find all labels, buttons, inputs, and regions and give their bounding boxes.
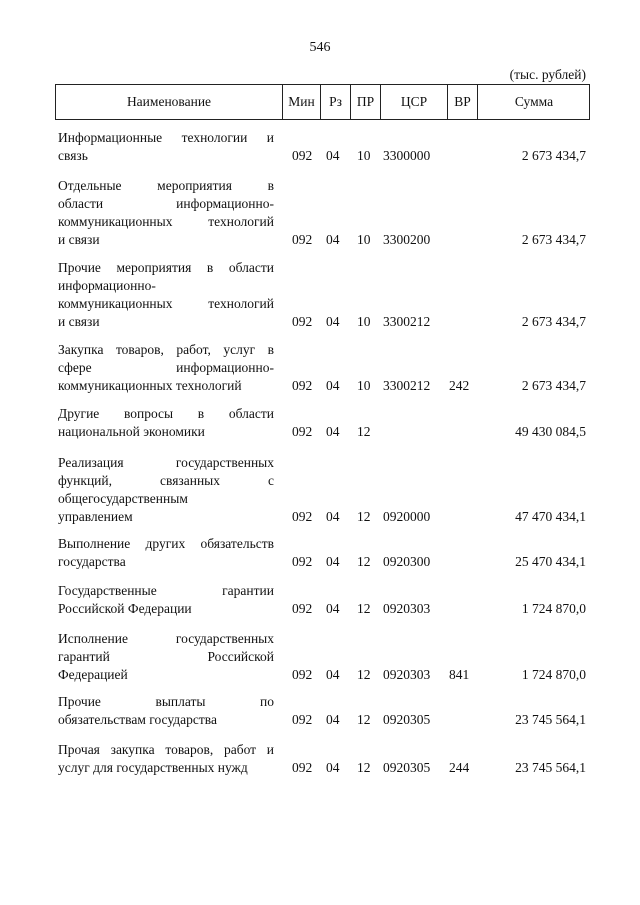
cell-rz: 04 — [326, 601, 340, 616]
cell-csr: 3300212 — [383, 314, 431, 329]
row-name — [58, 693, 274, 729]
cell-rz: 04 — [326, 378, 340, 393]
row-name — [58, 454, 274, 526]
units-label: (тыс. рублей) — [509, 67, 586, 82]
row-name-line: Закупка товаров, работ, услуг в — [58, 342, 274, 357]
cell-sum: 2 673 434,7 — [521, 378, 586, 393]
cell-sum: 2 673 434,7 — [521, 314, 586, 329]
page-number: 546 — [309, 40, 331, 55]
cell-rz: 04 — [326, 424, 340, 439]
row-name-line: управлением — [58, 509, 133, 524]
cell-sum: 1 724 870,0 — [521, 667, 586, 682]
cell-vr: 242 — [449, 378, 470, 393]
row-name-line: Информационные технологии и — [58, 130, 274, 145]
cell-rz: 04 — [326, 712, 340, 727]
row-name-line: Федерацией — [58, 667, 128, 682]
cell-csr: 0920000 — [383, 509, 431, 524]
cell-min: 092 — [292, 509, 313, 524]
cell-csr: 3300200 — [383, 232, 431, 247]
cell-pr: 10 — [357, 378, 371, 393]
header-min: Мин — [282, 85, 320, 119]
cell-csr: 0920303 — [383, 667, 431, 682]
cell-sum: 1 724 870,0 — [521, 601, 586, 616]
cell-pr: 12 — [357, 554, 371, 569]
row-name-line: функций, связанных с — [58, 473, 274, 488]
row-name-line: Реализация государственных — [58, 455, 274, 470]
row-name-line: Выполнение других обязательств — [58, 536, 274, 551]
cell-min: 092 — [292, 378, 313, 393]
header-vr: ВР — [447, 85, 477, 119]
cell-min: 092 — [292, 424, 313, 439]
cell-min: 092 — [292, 554, 313, 569]
row-name-line: сфере информационно- — [58, 360, 274, 375]
cell-rz: 04 — [326, 314, 340, 329]
cell-rz: 04 — [326, 554, 340, 569]
row-name — [58, 582, 274, 618]
row-name-line: обязательствам государства — [58, 712, 217, 727]
cell-min: 092 — [292, 314, 313, 329]
cell-sum: 49 430 084,5 — [515, 424, 586, 439]
row-name-line: Прочие выплаты по — [58, 694, 274, 709]
row-name-line: национальной экономики — [58, 424, 205, 439]
cell-pr: 12 — [357, 712, 371, 727]
row-name-line: Государственные гарантии — [58, 583, 274, 598]
cell-min: 092 — [292, 760, 313, 775]
row-name-line: общегосударственным — [58, 491, 188, 506]
cell-pr: 10 — [357, 232, 371, 247]
row-name — [58, 741, 274, 777]
cell-sum: 25 470 434,1 — [515, 554, 586, 569]
cell-pr: 12 — [357, 667, 371, 682]
cell-sum: 2 673 434,7 — [521, 148, 586, 163]
row-name-line: и связи — [58, 232, 100, 247]
cell-rz: 04 — [326, 760, 340, 775]
row-name-line: связь — [58, 148, 88, 163]
cell-min: 092 — [292, 232, 313, 247]
row-name — [58, 535, 274, 571]
cell-rz: 04 — [326, 232, 340, 247]
cell-min: 092 — [292, 601, 313, 616]
cell-sum: 23 745 564,1 — [515, 760, 586, 775]
row-name — [58, 630, 274, 684]
cell-sum: 47 470 434,1 — [515, 509, 586, 524]
row-name-line: и связи — [58, 314, 100, 329]
cell-vr: 244 — [449, 760, 470, 775]
row-name-line: коммуникационных технологий — [58, 378, 242, 393]
row-name-line: информационно- — [58, 278, 156, 293]
header-rz: Рз — [320, 85, 350, 119]
row-name — [58, 259, 274, 331]
cell-csr: 0920300 — [383, 554, 431, 569]
row-name-line: области информационно- — [58, 196, 274, 211]
table-header — [55, 84, 590, 120]
row-name-line: Прочие мероприятия в области — [58, 260, 274, 275]
row-name-line: коммуникационных технологий — [58, 296, 274, 311]
row-name-line: услуг для государственных нужд — [58, 760, 248, 775]
row-name-line: Прочая закупка товаров, работ и — [58, 742, 274, 757]
cell-pr: 10 — [357, 148, 371, 163]
row-name-line: Другие вопросы в области — [58, 406, 274, 421]
cell-csr: 0920305 — [383, 760, 431, 775]
cell-pr: 12 — [357, 424, 371, 439]
row-name — [58, 341, 274, 395]
cell-min: 092 — [292, 148, 313, 163]
cell-rz: 04 — [326, 509, 340, 524]
cell-pr: 12 — [357, 760, 371, 775]
cell-pr: 12 — [357, 601, 371, 616]
cell-pr: 12 — [357, 509, 371, 524]
row-name-line: государства — [58, 554, 126, 569]
cell-csr: 3300000 — [383, 148, 431, 163]
header-name: Наименование — [126, 94, 212, 109]
cell-sum: 2 673 434,7 — [521, 232, 586, 247]
row-name — [58, 405, 274, 441]
cell-pr: 10 — [357, 314, 371, 329]
cell-csr: 0920303 — [383, 601, 431, 616]
row-name-line: гарантий Российской — [58, 649, 274, 664]
row-name — [58, 129, 274, 165]
cell-csr: 0920305 — [383, 712, 431, 727]
header-sum: Сумма — [477, 85, 590, 119]
cell-min: 092 — [292, 667, 313, 682]
row-name-line: коммуникационных технологий — [58, 214, 274, 229]
cell-rz: 04 — [326, 667, 340, 682]
cell-sum: 23 745 564,1 — [515, 712, 586, 727]
row-name-line: Отдельные мероприятия в — [58, 178, 274, 193]
header-pr: ПР — [350, 85, 380, 119]
cell-vr: 841 — [449, 667, 470, 682]
row-name-line: Российской Федерации — [58, 601, 192, 616]
cell-csr: 3300212 — [383, 378, 431, 393]
cell-rz: 04 — [326, 148, 340, 163]
row-name — [58, 177, 274, 249]
row-name-line: Исполнение государственных — [58, 631, 274, 646]
cell-min: 092 — [292, 712, 313, 727]
header-csr: ЦСР — [380, 85, 447, 119]
